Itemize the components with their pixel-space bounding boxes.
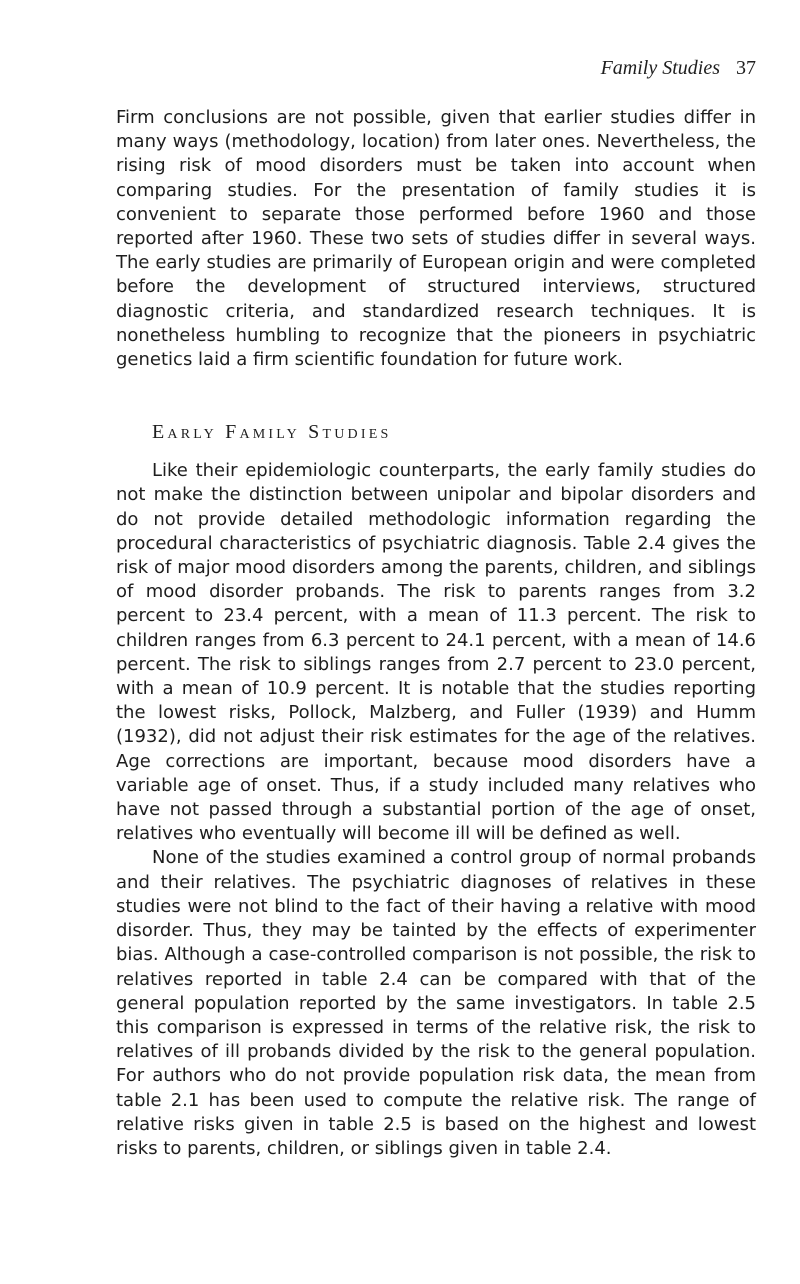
section-heading: Early Family Studies xyxy=(152,421,392,444)
running-head xyxy=(116,52,756,84)
book-page xyxy=(116,52,756,1161)
running-head-title: Family Studies xyxy=(600,57,720,79)
intro-paragraph: Firm conclusions are not possible, given that earlier studies differ in many ways (methodology, location) from later ones. Nevertheless, the rising risk of mood disorders must be taken into account when comparing studies. For the presentation of family studies it is convenient to separate those performed before 1960 and those reported after 1960. These two sets of studies differ in several ways. The early studies are primarily of European origin and were completed before the development of structured interviews, structured diagnostic criteria, and standardized research techniques. It is nonetheless humbling to recognize that the pioneers in psychiatric genetics laid a firm scientific foundation for future work. xyxy=(116,107,756,371)
body-paragraph: Like their epidemiologic counterparts, the early family studies do not make the distinction between unipolar and bipolar disorders and do not provide detailed methodologic information regarding the procedural characteristics of psychiatric diagnosis. Table 2.4 gives the risk of major mood disorders among the parents, children, and siblings of mood disorder probands. The risk to parents ranges from 3.2 percent to 23.4 percent, with a mean of 11.3 percent. The risk to children ranges from 6.3 percent to 24.1 percent, with a mean of 14.6 percent. The risk to siblings ranges from 2.7 percent to 23.0 percent, with a mean of 10.9 percent. It is notable that the studies reporting the lowest risks, Pollock, Malzberg, and Fuller (1939) and Humm (1932), did not adjust their risk estimates for the age of the relatives. Age corrections are important, because mood disorders have a variable age of onset. Thus, if a study included many relatives who have not passed through a substantial portion of the age of onset, relatives who eventually will become ill will be defined as well. xyxy=(116,460,756,845)
page-number: 37 xyxy=(736,57,756,79)
body-paragraph: None of the studies examined a control group of normal probands and their relatives. The psychiatric diagnoses of relatives in these studies were not blind to the fact of their having a relative with mood disorder. Thus, they may be tainted by the effects of experimenter bias. Although a case-controlled comparison is not possible, the risk to relatives reported in table 2.4 can be compared with that of the general population reported by the same investigators. In table 2.5 this comparison is expressed in terms of the relative risk, the risk to relatives of ill probands divided by the risk to the general population. For authors who do not provide population risk data, the mean from table 2.1 has been used to compute the relative risk. The range of relative risks given in table 2.5 is based on the highest and lowest risks to parents, children, or siblings given in table 2.4. xyxy=(116,847,756,1159)
